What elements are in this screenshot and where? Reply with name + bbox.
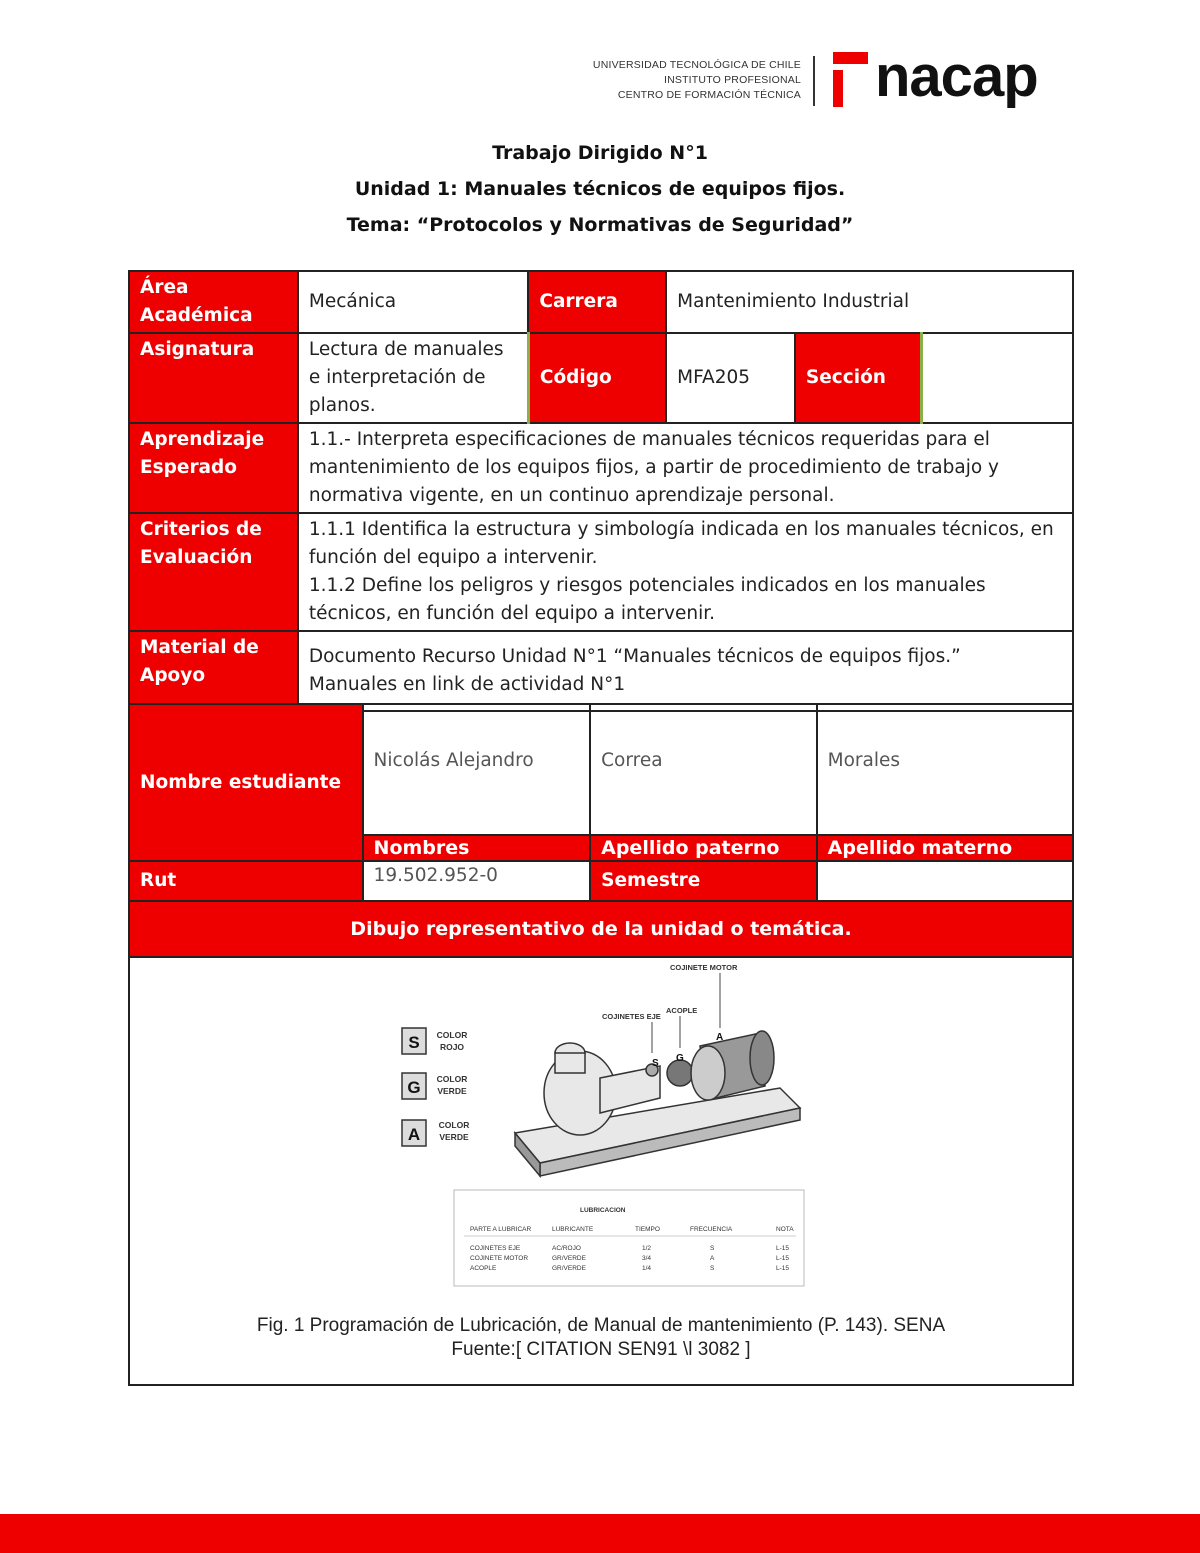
svg-text:TIEMPO: TIEMPO — [635, 1226, 660, 1233]
legend-item-g — [402, 1073, 467, 1099]
svg-text:GR/VERDE: GR/VERDE — [552, 1255, 586, 1262]
figure-cell — [129, 957, 1073, 1385]
table-row — [129, 901, 1073, 957]
title-line-2: Unidad 1: Manuales técnicos de equipos fijos. — [354, 178, 846, 200]
codigo-label: Código — [528, 333, 666, 423]
course-info-table — [128, 270, 1074, 712]
table-row — [129, 333, 1073, 423]
material-line-2: Manuales en link de actividad N°1 — [308, 674, 626, 695]
callout-cojinete-motor: COJINETE MOTOR — [670, 963, 738, 972]
lubrication-diagram — [390, 958, 810, 1288]
svg-text:L-15: L-15 — [776, 1265, 790, 1272]
document-titles — [0, 140, 1200, 248]
semestre-label: Semestre — [590, 861, 817, 901]
svg-text:A: A — [407, 1125, 421, 1144]
area-label: Área Académica — [129, 271, 298, 333]
svg-text:GR/VERDE: GR/VERDE — [552, 1265, 586, 1272]
nombres-label: Nombres — [363, 835, 591, 861]
student-info-table — [128, 703, 1074, 1386]
carrera-value: Mantenimiento Industrial — [666, 271, 1073, 333]
title-line-3: Tema: “Protocolos y Normativas de Seguridad” — [346, 214, 854, 236]
aprendizaje-label: Aprendizaje Esperado — [129, 423, 298, 513]
apellido-paterno-label: Apellido paterno — [590, 835, 817, 861]
legend-item-s — [402, 1028, 467, 1054]
criterio-1: 1.1.1 Identifica la estructura y simbología indicada en los manuales técnicos, en función del equipo a intervenir. — [308, 519, 1054, 568]
carrera-label: Carrera — [528, 271, 666, 333]
criterios-label: Criterios de Evaluación — [129, 513, 298, 631]
apellido-materno-label: Apellido materno — [817, 835, 1073, 861]
table-row — [129, 861, 1073, 901]
table-row — [129, 271, 1073, 333]
svg-text:LUBRICACION: LUBRICACION — [580, 1207, 626, 1214]
svg-text:FRECUENCIA: FRECUENCIA — [690, 1226, 733, 1233]
svg-text:A: A — [716, 1032, 724, 1043]
asignatura-label: Asignatura — [129, 333, 298, 423]
svg-text:L-15: L-15 — [776, 1255, 790, 1262]
svg-text:COJINETE MOTOR: COJINETE MOTOR — [470, 1255, 529, 1262]
svg-text:ACOPLE: ACOPLE — [470, 1265, 497, 1272]
material-line-1: Documento Recurso Unidad N°1 “Manuales técnicos de equipos fijos.” — [308, 646, 961, 667]
callout-cojinetes-eje: COJINETES EJE — [602, 1012, 661, 1021]
svg-text:COJINETES EJE: COJINETES EJE — [470, 1245, 521, 1252]
svg-text:S: S — [652, 1058, 659, 1069]
inacap-mark-icon — [833, 52, 868, 107]
codigo-value: MFA205 — [666, 333, 795, 423]
svg-text:LUBRICANTE: LUBRICANTE — [552, 1226, 594, 1233]
svg-text:ROJO: ROJO — [439, 1042, 465, 1052]
drawing-section-title: Dibujo representativo de la unidad o temática. — [129, 901, 1073, 957]
rut-label: Rut — [129, 861, 363, 901]
svg-text:AC/ROJO: AC/ROJO — [552, 1245, 581, 1252]
aprendizaje-value: 1.1.- Interpreta especificaciones de manuales técnicos requeridas para el mantenimiento de los equipos fijos, a partir de procedimiento de trabajo y normativa vigente, en un continuo aprendizaje personal. — [298, 423, 1073, 513]
svg-text:S: S — [408, 1033, 420, 1052]
apellido-materno-value: Morales — [817, 704, 1073, 835]
svg-text:3/4: 3/4 — [642, 1255, 652, 1262]
pump-illustration — [515, 1031, 800, 1176]
asignatura-value: Lectura de manuales e interpretación de planos. — [298, 333, 529, 423]
callout-acople: ACOPLE — [666, 1006, 698, 1015]
footer-bar — [0, 1514, 1200, 1553]
svg-text:G: G — [676, 1053, 684, 1064]
table-row — [129, 423, 1073, 513]
title-line-1: Trabajo Dirigido N°1 — [492, 142, 708, 164]
institution-logo — [585, 44, 1055, 122]
table-row — [129, 957, 1073, 1385]
svg-text:1/4: 1/4 — [642, 1265, 652, 1272]
material-value — [298, 631, 1073, 711]
seccion-label: Sección — [795, 333, 922, 423]
svg-text:NOTA: NOTA — [776, 1226, 794, 1233]
svg-text:S: S — [710, 1265, 715, 1272]
table-row — [129, 631, 1073, 711]
institution-lines: UNIVERSIDAD TECNOLÓGICA DE CHILE INSTITUTO PROFESIONAL CENTRO DE FORMACIÓN TÉCNICA — [592, 59, 801, 101]
lubrication-table — [454, 1190, 804, 1286]
logo-divider — [813, 56, 815, 106]
svg-text:1/2: 1/2 — [642, 1245, 652, 1252]
table-row — [129, 513, 1073, 631]
svg-text:PARTE A LUBRICAR: PARTE A LUBRICAR — [470, 1226, 532, 1233]
logo-wordmark: nacap — [875, 44, 1038, 109]
figure-source: Fuente:[ CITATION SEN91 \l 3082 ] — [451, 1339, 751, 1360]
svg-text:COLOR: COLOR — [438, 1120, 470, 1130]
seccion-value — [922, 333, 1073, 423]
table-row — [129, 704, 1073, 835]
criterios-value — [298, 513, 1073, 631]
criterio-2: 1.1.2 Define los peligros y riesgos potenciales indicados en los manuales técnicos, en función del equipo a intervenir. — [308, 575, 986, 624]
semestre-value — [817, 861, 1073, 901]
svg-text:COLOR: COLOR — [436, 1074, 468, 1084]
apellido-paterno-value: Correa — [590, 704, 817, 835]
rut-value: 19.502.952-0 — [363, 861, 591, 901]
nombres-value: Nicolás Alejandro — [363, 704, 591, 835]
legend-item-a — [402, 1120, 469, 1146]
figure-caption: Fig. 1 Programación de Lubricación, de Manual de mantenimiento (P. 143). SENA — [256, 1315, 946, 1336]
svg-text:VERDE: VERDE — [437, 1086, 467, 1096]
svg-text:G: G — [407, 1078, 421, 1097]
svg-text:COLOR: COLOR — [436, 1030, 468, 1040]
svg-text:VERDE: VERDE — [439, 1132, 469, 1142]
svg-text:L-15: L-15 — [776, 1245, 790, 1252]
svg-text:A: A — [710, 1255, 715, 1262]
nombre-estudiante-label: Nombre estudiante — [129, 704, 363, 861]
material-label: Material de Apoyo — [129, 631, 298, 711]
area-value: Mecánica — [298, 271, 529, 333]
svg-text:S: S — [710, 1245, 715, 1252]
